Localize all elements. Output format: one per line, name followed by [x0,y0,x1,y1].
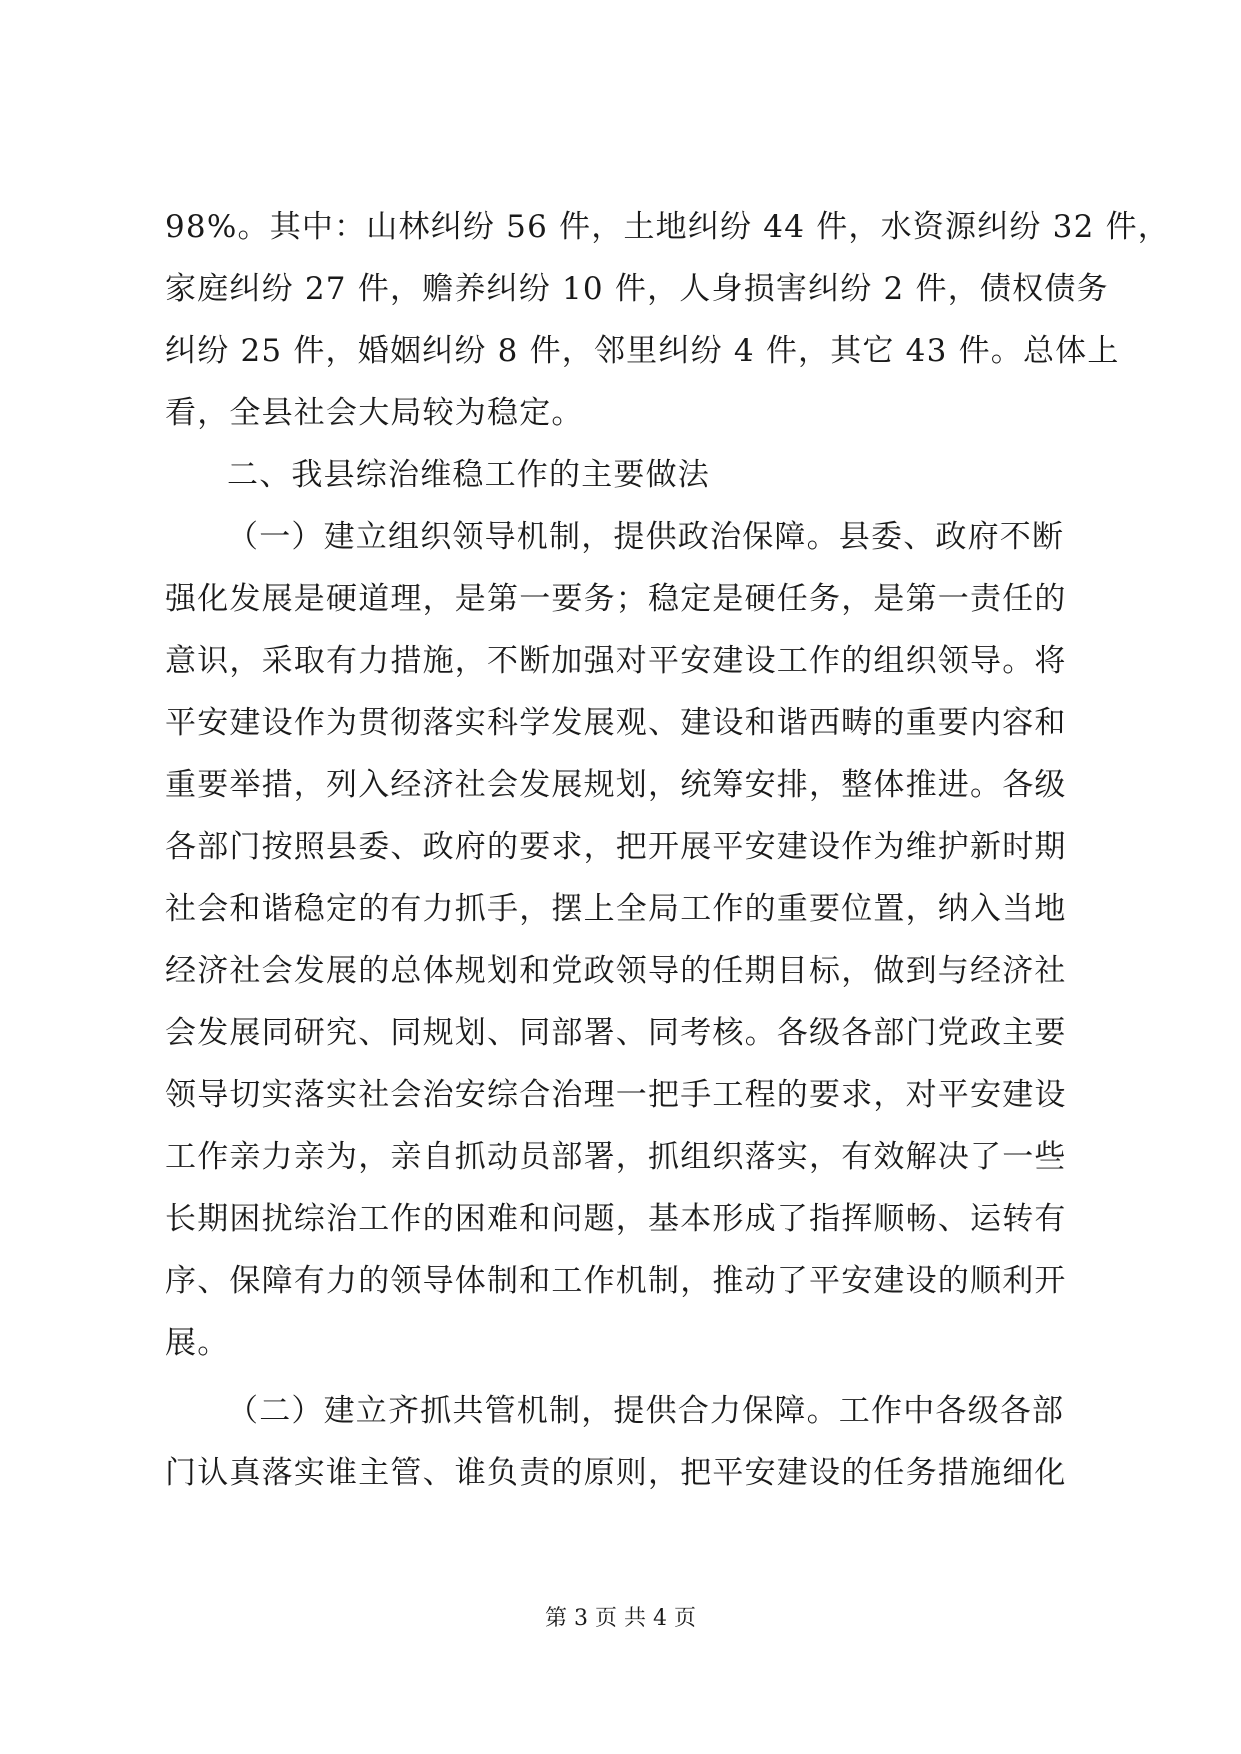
text-line: 序、保障有力的领导体制和工作机制，推动了平安建设的顺利开 [165,1263,1067,1299]
text-line: 看，全县社会大局较为稳定。 [165,395,584,431]
page-number-footer: 第 3 页 共 4 页 [545,1606,696,1631]
text-line: 强化发展是硬道理，是第一要务；稳定是硬任务，是第一责任的 [165,581,1067,617]
subsection-heading-line: （一）建立组织领导机制，提供政治保障。县委、政府不断 [227,519,1065,555]
body-text [165,196,1170,1504]
text-line: 工作亲力亲为，亲自抓动员部署，抓组织落实，有效解决了一些 [165,1139,1067,1175]
text-line: 社会和谐稳定的有力抓手，摆上全局工作的重要位置，纳入当地 [165,891,1067,927]
text-line: 纠纷 25 件，婚姻纠纷 8 件，邻里纠纷 4 件，其它 43 件。总体上 [165,333,1120,369]
text-line: 经济社会发展的总体规划和党政领导的任期目标，做到与经济社 [165,953,1067,989]
text-line: 门认真落实谁主管、谁负责的原则，把平安建设的任务措施细化 [165,1455,1067,1491]
text-line: 长期困扰综治工作的困难和问题，基本形成了指挥顺畅、运转有 [165,1201,1067,1237]
section-heading: 二、我县综治维稳工作的主要做法 [227,457,710,493]
text-line: 领导切实落实社会治安综合治理一把手工程的要求，对平安建设 [165,1077,1067,1113]
text-line: 平安建设作为贯彻落实科学发展观、建设和谐西畴的重要内容和 [165,705,1067,741]
subsection-heading-line: （二）建立齐抓共管机制，提供合力保障。工作中各级各部 [227,1393,1065,1429]
text-line: 重要举措，列入经济社会发展规划，统筹安排，整体推进。各级 [165,767,1067,803]
text-line: 家庭纠纷 27 件，赡养纠纷 10 件，人身损害纠纷 2 件，债权债务 [165,271,1109,307]
text-line: 意识，采取有力措施，不断加强对平安建设工作的组织领导。将 [165,643,1067,679]
text-line: 98%。其中：山林纠纷 56 件，土地纠纷 44 件，水资源纠纷 32 件， [165,209,1170,245]
text-line: 各部门按照县委、政府的要求，把开展平安建设作为维护新时期 [165,829,1067,865]
text-line: 会发展同研究、同规划、同部署、同考核。各级各部门党政主要 [165,1015,1067,1051]
text-line: 展。 [165,1325,230,1361]
